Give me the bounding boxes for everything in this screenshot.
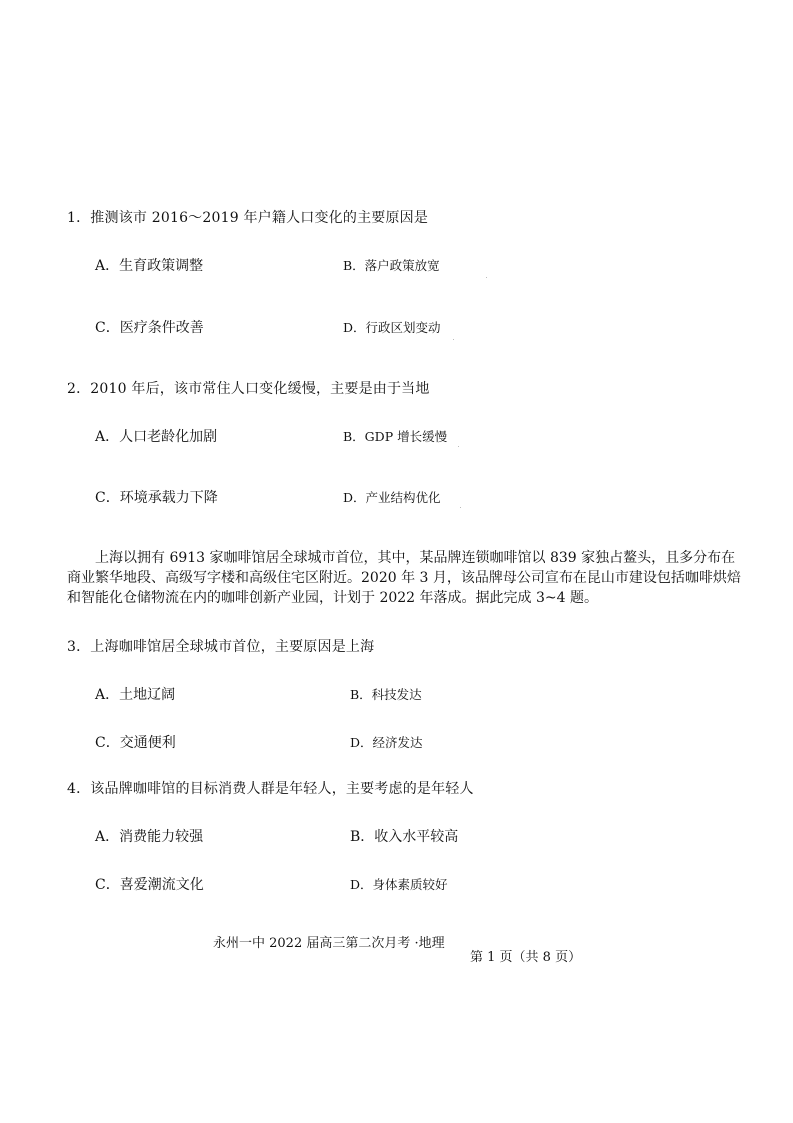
reading-passage: 上海以拥有 6913 家咖啡馆居全球城市首位，其中，某品牌连锁咖啡馆以 839 家独占鳌头，且多分布在商业繁华地段、高级写字楼和高级住宅区附近。2020 年 3 月，该品牌母公司宣布在昆山市建设包括咖啡烘焙和智能化仓储物流在内的咖啡创新产业园，计划于 2022 年落成。据此完成 3~4 题。 [67, 550, 741, 606]
question-2-stem: 2．2010 年后，该市常住人口变化缓慢，主要是由于当地 [67, 381, 430, 397]
scan-speck [486, 277, 487, 278]
question-3-option-a: A．土地辽阔 [95, 687, 176, 703]
question-1-option-c: C．医疗条件改善 [95, 320, 204, 336]
question-3-option-b: B．科技发达 [350, 687, 422, 702]
question-1-option-d: D．行政区划变动 [343, 320, 441, 335]
question-1-option-b: B．落户政策放宽 [343, 258, 440, 273]
scan-speck [460, 507, 461, 508]
question-3-option-d: D．经济发达 [350, 735, 423, 750]
question-4-stem: 4．该品牌咖啡馆的目标消费人群是年轻人，主要考虑的是年轻人 [67, 781, 474, 797]
scan-speck [458, 446, 459, 447]
question-4-option-d: D．身体素质较好 [350, 877, 448, 892]
question-4-option-b: B．收入水平较高 [350, 829, 459, 845]
footer-exam-title: 永州一中 2022 届高三第二次月考 ·地理 [213, 936, 445, 951]
question-4-option-a: A．消费能力较强 [95, 829, 204, 845]
question-4-option-c: C．喜爱潮流文化 [95, 877, 204, 893]
question-3-stem: 3．上海咖啡馆居全球城市首位，主要原因是上海 [67, 639, 375, 655]
question-2-option-c: C．环境承载力下降 [95, 490, 218, 506]
scan-speck [453, 339, 454, 340]
question-2-option-d: D．产业结构优化 [343, 490, 441, 505]
question-2-option-a: A．人口老龄化加剧 [95, 429, 218, 445]
question-1-stem: 1．推测该市 2016～2019 年户籍人口变化的主要原因是 [67, 210, 429, 226]
question-2-option-b: B．GDP 增长缓慢 [343, 429, 448, 444]
question-3-option-c: C．交通便利 [95, 735, 176, 751]
question-1-option-a: A．生育政策调整 [95, 258, 204, 274]
footer-page-info: 第 1 页（共 8 页） [470, 950, 582, 965]
